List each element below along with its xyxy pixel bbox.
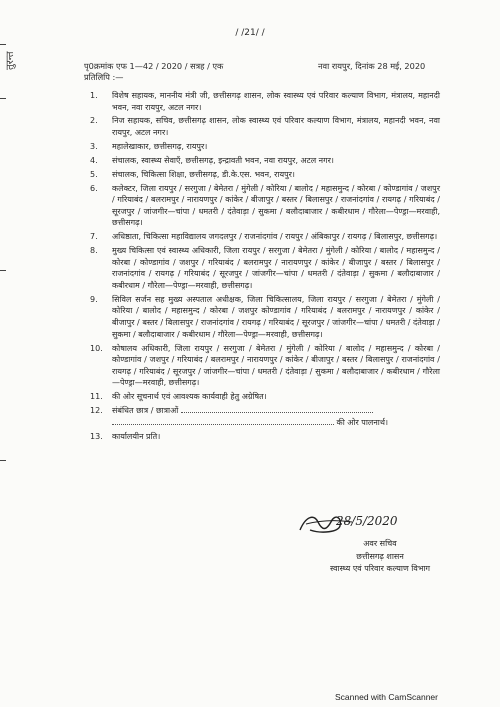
list-item xyxy=(90,405,440,428)
list-item xyxy=(90,431,440,443)
item-text: अधिष्ठाता, चिकित्सा महाविद्यालय जगदलपुर / राजनांदगांव / रायपुर / अंबिकापुर / रायगढ़ / बिलासपुर, छत्तीसगढ़। xyxy=(112,232,438,242)
list-item xyxy=(90,169,440,181)
item-number: 8. xyxy=(90,246,98,256)
list-item xyxy=(90,141,440,153)
list-item xyxy=(90,294,440,340)
item-number: 11. xyxy=(90,392,103,402)
margin-mark xyxy=(0,460,6,461)
item-text: कार्यालयीन प्रति। xyxy=(112,431,161,441)
designation: अवर सचिव xyxy=(363,539,397,548)
item-number: 13. xyxy=(90,431,103,441)
item-text: सिविल सर्जन सह मुख्य अस्पताल अधीक्षक, जिला चिकित्सालय, जिला रायपुर / सरगुजा / बेमेतरा / मुंगेली / कोरिया / बालोद / महासमुन्द / कोरबा / जशपुर कोण्डागांव / गरियाबंद / बलरामपुर / नारायणपुर / कांकेर / बीजापुर / बस्तर / बिलासपुर / राजनांदगांव / रायगढ़ / गरियाबंद / सूरजपुर / जांजगीर—चांपा / धमतरी / दंतेवाड़ा / सुकमा / बलौदाबाजार / कबीरधाम / गौरेला—पेण्ड्रा—मरवाही, छत्तीसगढ़। xyxy=(112,294,440,339)
item-text: की ओर सूचनार्थ एवं आवश्यक कार्यवाही हेतु अग्रेषित। xyxy=(112,392,267,402)
item-text: कोषालय अधिकारी, जिला रायपुर / सरगुजा / बेमेतरा / मुंगेली / कोरिया / बालोद / महासमुन्द / कोरबा / कोण्डागांव / जशपुर / गरियाबंद / बलरामपुर / नारायणपुर / कांकेर / बीजापुर / बस्तर / बिलासपुर / राजनांदगांव / रायगढ़ / गरियाबंद / सूरजपुर / जांजगीर—चांपा / धमतरी / दंतेवाड़ा / सुकमा / बलौदाबाजार / कबीरधाम / गौरेला—पेण्ड्रा—मरवाही, छत्तीसगढ़। xyxy=(112,343,440,388)
list-item xyxy=(90,155,440,167)
department-name: स्वास्थ्य एवं परिवार कल्याण विभाग xyxy=(329,564,431,573)
scanner-watermark: Scanned with CamScanner xyxy=(334,692,438,702)
item-number: 7. xyxy=(90,232,98,242)
margin-mark xyxy=(0,44,6,45)
page-number: / /21/ / xyxy=(235,28,265,38)
signature-date: 28/5/2020 xyxy=(336,514,398,528)
item-number: 6. xyxy=(90,183,98,193)
item-number: 9. xyxy=(90,294,98,304)
item-suffix: की ओर पालनार्थ। xyxy=(336,417,389,427)
margin-mark xyxy=(0,270,6,271)
list-item xyxy=(90,245,440,291)
reference-number: पृ0क्रमांक एफ 1—42 / 2020 / सत्रह / एक xyxy=(84,61,224,71)
item-number: 10. xyxy=(90,343,103,353)
recipient-list xyxy=(90,90,440,444)
list-item xyxy=(90,90,440,113)
government-name: छत्तीसगढ़ शासन xyxy=(356,551,404,561)
place-date: नवा रायपुर, दिनांक 28 मई, 2020 xyxy=(318,61,426,71)
list-item xyxy=(90,391,440,403)
margin-mark xyxy=(0,98,6,99)
blank-line xyxy=(181,412,373,413)
item-text: मुख्य चिकित्सा एवं स्वास्थ्य अधिकारी, जिला रायपुर / सरगुजा / बेमेतरा / मुंगेली / कोरिया / बालोद / महासमुन्द / कोरबा / कोण्डागांव / जशपुर / गरियाबंद / बलरामपुर / नारायणपुर / कांकेर / बीजापुर / बस्तर / बिलासपुर / राजनांदगांव / रायगढ़ / गरियाबंद / सूरजपुर / जांजगीर—चांपा / धमतरी / दंतेवाड़ा / सुकमा / बलौदाबाजार / कबीरधाम / गौरेला—पेण्ड्रा—मरवाही, छत्तीसगढ़। xyxy=(112,246,440,290)
list-item xyxy=(90,343,440,389)
side-stamp: तुरन्त xyxy=(5,51,16,70)
blank-line xyxy=(112,424,334,425)
item-number: 5. xyxy=(90,169,98,179)
item-text: निज सहायक, सचिव, छत्तीसगढ़ शासन, लोक स्वास्थ्य एवं परिवार कल्याण विभाग, मंत्रालय, महानदी भवन, नवा रायपुर, अटल नगर। xyxy=(112,116,440,138)
item-number: 12. xyxy=(90,406,103,416)
item-number: 3. xyxy=(90,141,98,151)
item-text: कलेक्टर, जिला रायपुर / सरगुजा / बेमेतरा / मुंगेली / कोरिया / बालोद / महासमुन्द / कोरबा / कोण्डागांव / जशपुर / गरियाबंद / बलरामपुर / नारायणपुर / कांकेर / बीजापुर / बस्तर / बिलासपुर / राजनांदगांव / रायगढ़ / गरियाबंद / सूरजपुर / जांजगीर—चांपा / धमतरी / दंतेवाड़ा / सुकमा / बलौदाबाजार / कबीरधाम / गौरेला—पेण्ड्रा—मरवाही, छत्तीसगढ़। xyxy=(112,183,440,228)
item-number: 1. xyxy=(90,91,98,100)
item-number: 2. xyxy=(90,116,98,126)
item-text: विशेष सहायक, माननीय मंत्री जी, छत्तीसगढ़ शासन, लोक स्वास्थ्य एवं परिवार कल्याण विभाग, मंत्रालय, महानदी भवन, नवा रायपुर, अटल नगर। xyxy=(112,91,440,112)
item-text: महालेखाकार, छत्तीसगढ़, रायपुर। xyxy=(112,141,208,151)
item-text: संचालक, चिकित्सा शिक्षा, छत्तीसगढ़, डी.के.एस. भवन, रायपुर। xyxy=(112,169,295,179)
list-item xyxy=(90,231,440,243)
list-item xyxy=(90,183,440,229)
item-number: 4. xyxy=(90,155,98,165)
item-text: संबंधित छात्र / छात्राओं xyxy=(112,406,179,416)
officer-designation xyxy=(329,538,431,576)
copy-label: प्रतिलिपि :— xyxy=(84,72,124,82)
item-text: संचालक, स्वास्थ्य सेवाएँ, छत्तीसगढ़, इन्द्रावती भवन, नवा रायपुर, अटल नगर। xyxy=(112,155,334,165)
list-item xyxy=(90,115,440,138)
